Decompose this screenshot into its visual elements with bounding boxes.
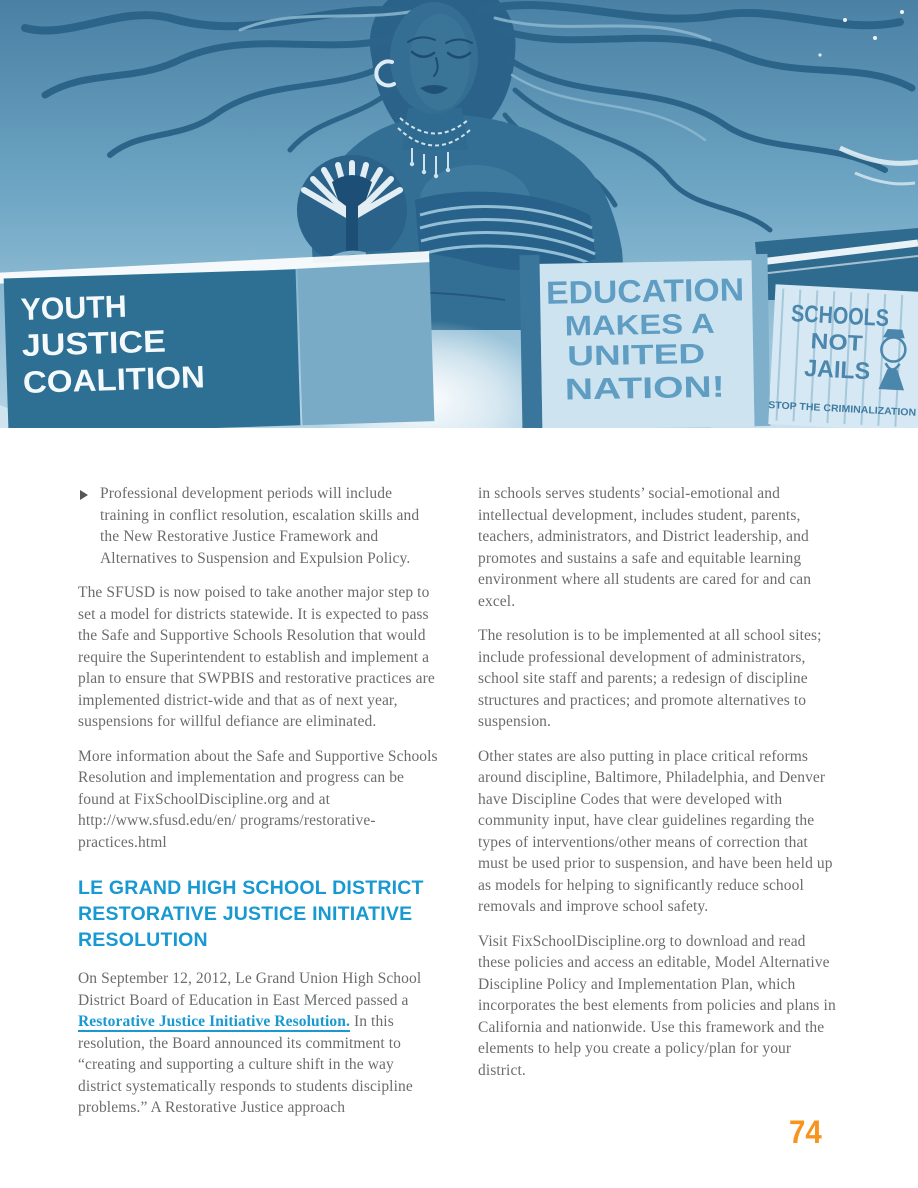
education-poster-line-1: EDUCATION (545, 271, 735, 311)
paragraph-in-schools: in schools serves students’ social-emotional and intellectual development, includes student, parents, teachers, administrators, and District leadership, and promotes and sustains a safe and equitable learning environment where all students are cared for and can excel. (478, 485, 812, 610)
yjc-sign-line-2: JUSTICE (21, 323, 154, 364)
snj-poster-line-1: SCHOOLS (790, 300, 911, 334)
bullet-list-item (78, 483, 438, 569)
bullet-item-text: Professional development periods will include training in conflict resolution, escalation skills and the New Restorative Justice Framework and Alternatives to Suspension and Expulsion Policy. (100, 485, 420, 567)
paragraph-le-grand (78, 968, 438, 1119)
section-heading: LE GRAND HIGH SCHOOL DISTRICT RESTORATIVE JUSTICE INITIATIVE RESOLUTION (78, 877, 424, 951)
paragraph-sfusd: The SFUSD is now poised to take another major step to set a model for districts statewide. It is expected to pass the Safe and Supportive Schools Resolution that would require the Superintendent to establish and implement a plan to ensure that SWPBIS and restorative practices are implemented district-wide and that as of next year, suspensions for willful defiance are eliminated. (78, 584, 435, 730)
education-poster-line-4: NATION! (564, 371, 688, 407)
header-photo (0, 0, 918, 428)
education-poster-line-3: UNITED (566, 338, 672, 372)
snj-poster-footer: STOP THE CRIMINALIZATION (767, 400, 909, 419)
schools-not-jails-poster (767, 284, 918, 428)
yjc-sign-line-3: COALITION (22, 359, 194, 400)
bullet-triangle-icon (80, 490, 88, 500)
education-poster (519, 251, 770, 428)
paragraph-le-grand-after: In this resolution, the Board announced its commitment to “creating and supporting a culture shift in the way district systematically responds to students discipline problems.” A Restorative Justice approach (78, 1013, 413, 1116)
paragraph-le-grand-before: On September 12, 2012, Le Grand Union High School District Board of Education in East Merced passed a (78, 970, 422, 1009)
page-number: 74 (789, 1114, 822, 1150)
education-poster-line-2: MAKES A (564, 308, 693, 342)
snj-poster-line-2: NOT (810, 328, 858, 356)
yjc-sign (0, 251, 434, 428)
yjc-sign-line-1: YOUTH (20, 288, 130, 328)
right-column (478, 483, 840, 1094)
paragraph-resolution-implemented: The resolution is to be implemented at all school sites; include professional development of administrators, school site staff and parents; a redesign of discipline structures and practices; and promote alternatives to suspension. (478, 627, 822, 730)
paragraph-visit-fixschooldiscipline: Visit FixSchoolDiscipline.org to download and read these policies and access an editable, Model Alternative Discipline Policy and Implementation Plan, which incorporates the best elements from policies and plans in California and nationwide. Use this framework and the elements to help you create a policy/plan for your district. (478, 932, 836, 1079)
restorative-justice-resolution-link[interactable]: Restorative Justice Initiative Resolution. (78, 1013, 350, 1030)
paragraph-other-states: Other states are also putting in place critical reforms around discipline, Baltimore, Philadelphia, and Denver have Discipline Codes that were developed with community input, have clear guidelines regarding the types of interventions/other means of correction that must be used prior to suspension, and have been held up as models for helping to significantly reduce school removals and improve school safety. (478, 747, 833, 915)
snj-poster-line-3: JAILS (803, 354, 873, 386)
left-column (78, 483, 438, 1132)
paragraph-more-info: More information about the Safe and Supportive Schools Resolution and implementation and progress can be found at FixSchoolDiscipline.org and at http://www.sfusd.edu/en/ programs/restorative-practices.html (78, 747, 438, 851)
